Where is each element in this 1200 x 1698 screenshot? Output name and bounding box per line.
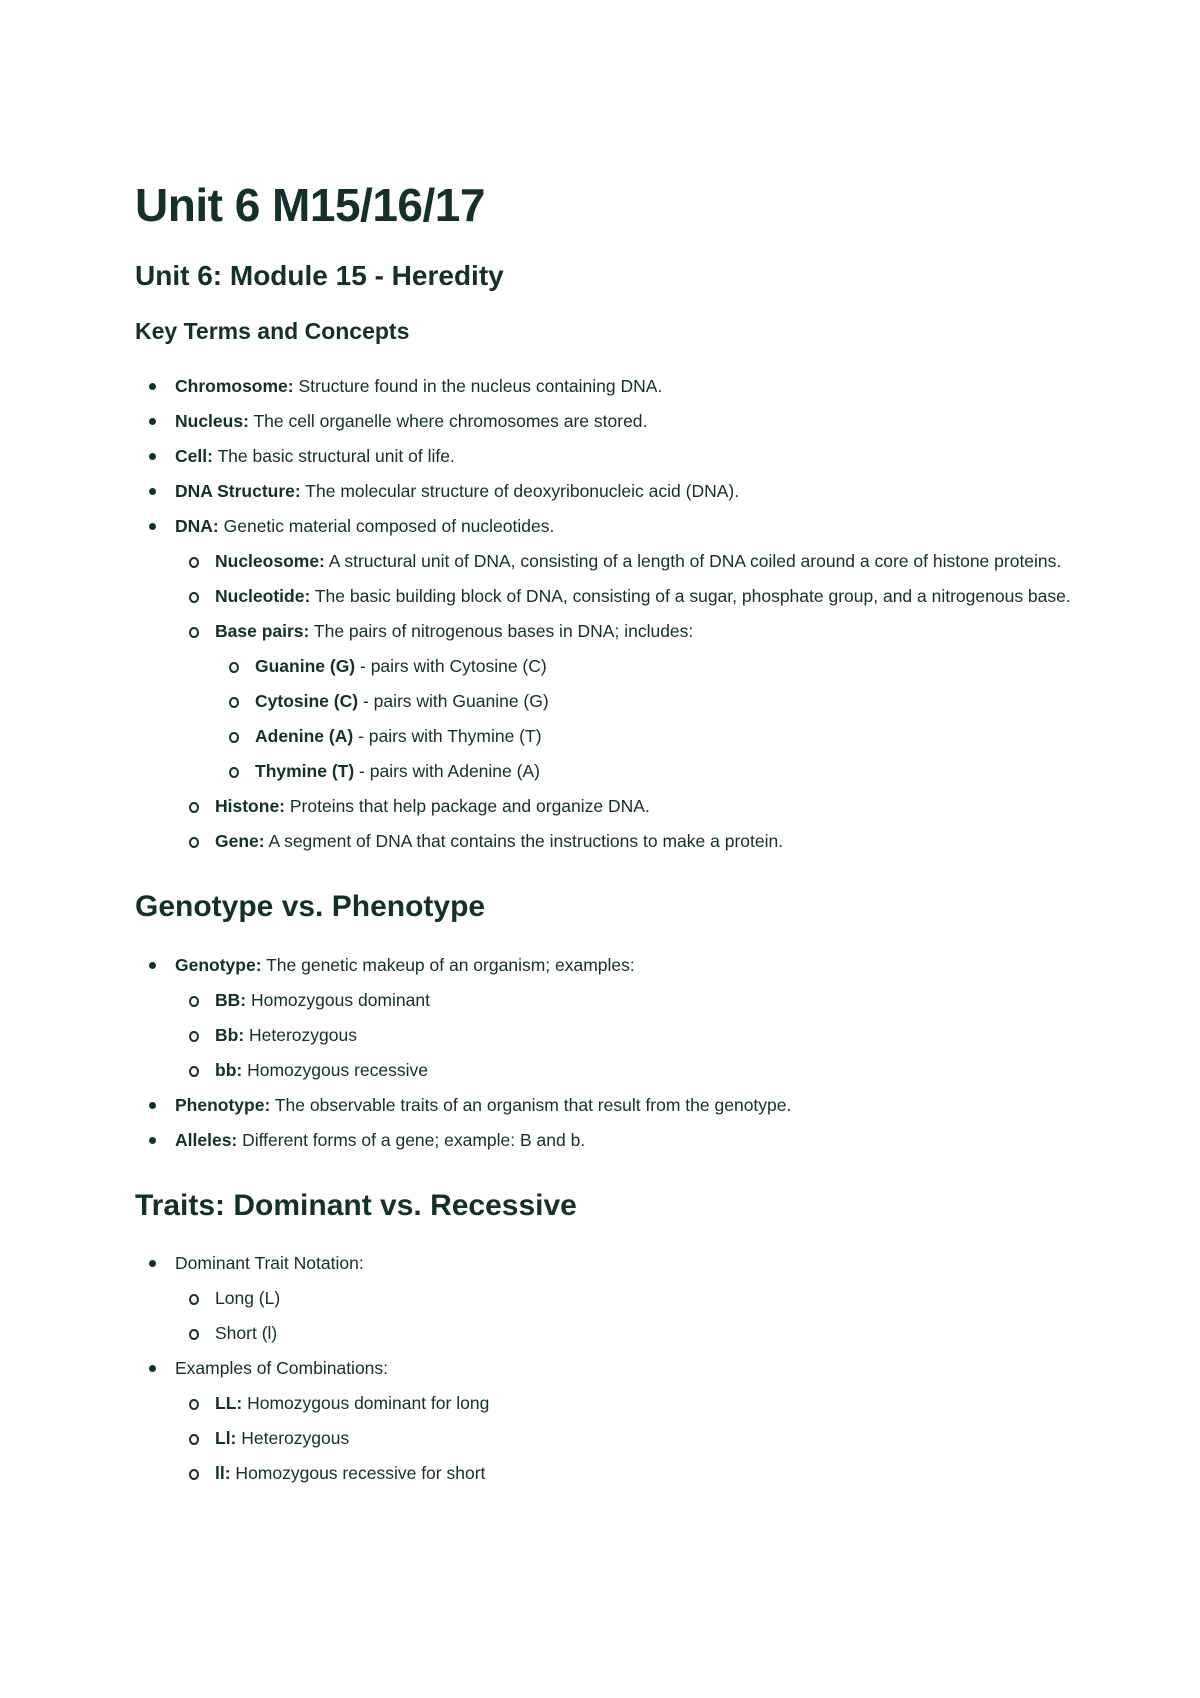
section-heading: Traits: Dominant vs. Recessive	[135, 1188, 577, 1222]
bullet-icon	[149, 409, 175, 425]
bullet-icon	[149, 479, 175, 495]
list-item: Dominant Trait Notation:	[135, 1251, 1095, 1276]
circle-bullet-icon	[229, 759, 255, 778]
list-item: Examples of Combinations:	[135, 1356, 1095, 1381]
bullet-icon	[149, 953, 175, 969]
list-item: ll: Homozygous recessive for short	[135, 1461, 1095, 1486]
list-item: LL: Homozygous dominant for long	[135, 1391, 1095, 1416]
list-item: DNA Structure: The molecular structure of deoxyribonucleic acid (DNA).	[135, 479, 1095, 504]
bullet-icon	[149, 374, 175, 390]
page-title: Unit 6 M15/16/17	[135, 179, 485, 231]
list-item: BB: Homozygous dominant	[135, 988, 1095, 1013]
section-heading: Key Terms and Concepts	[135, 317, 410, 344]
list-item: Cytosine (C) - pairs with Guanine (G)	[135, 689, 1095, 714]
list-item: Base pairs: The pairs of nitrogenous bases in DNA; includes:	[135, 619, 1095, 644]
section-traits	[135, 1189, 1095, 1487]
circle-bullet-icon	[189, 549, 215, 568]
list-item: Nucleus: The cell organelle where chromosomes are stored.	[135, 409, 1095, 434]
section-heading: Genotype vs. Phenotype	[135, 890, 486, 924]
circle-bullet-icon	[189, 1391, 215, 1410]
circle-bullet-icon	[189, 1426, 215, 1445]
module-heading: Unit 6: Module 15 - Heredity	[135, 259, 504, 291]
list-item: Phenotype: The observable traits of an organism that result from the genotype.	[135, 1093, 1095, 1118]
circle-bullet-icon	[189, 1461, 215, 1480]
list-item: Nucleotide: The basic building block of DNA, consisting of a sugar, phosphate group, and a nitrogenous base.	[135, 584, 1095, 609]
traits-list	[135, 1251, 1095, 1486]
list-item: Thymine (T) - pairs with Adenine (A)	[135, 759, 1095, 784]
list-item: Gene: A segment of DNA that contains the instructions to make a protein.	[135, 829, 1095, 854]
list-item: Bb: Heterozygous	[135, 1023, 1095, 1048]
circle-bullet-icon	[229, 724, 255, 743]
bullet-icon	[149, 1251, 175, 1267]
circle-bullet-icon	[189, 584, 215, 603]
list-item: Chromosome: Structure found in the nucleus containing DNA.	[135, 374, 1095, 399]
circle-bullet-icon	[189, 1286, 215, 1305]
list-item: Nucleosome: A structural unit of DNA, consisting of a length of DNA coiled around a core of histone proteins.	[135, 549, 1095, 574]
circle-bullet-icon	[189, 988, 215, 1007]
list-item: Guanine (G) - pairs with Cytosine (C)	[135, 654, 1095, 679]
list-item: Long (L)	[135, 1286, 1095, 1311]
circle-bullet-icon	[229, 654, 255, 673]
section-genotype-phenotype	[135, 890, 1095, 1153]
list-item: bb: Homozygous recessive	[135, 1058, 1095, 1083]
circle-bullet-icon	[189, 1058, 215, 1077]
list-item: Short (l)	[135, 1321, 1095, 1346]
circle-bullet-icon	[189, 1023, 215, 1042]
circle-bullet-icon	[189, 619, 215, 638]
circle-bullet-icon	[189, 829, 215, 848]
list-item: Alleles: Different forms of a gene; example: B and b.	[135, 1128, 1095, 1153]
bullet-icon	[149, 1093, 175, 1109]
list-item: Adenine (A) - pairs with Thymine (T)	[135, 724, 1095, 749]
circle-bullet-icon	[189, 1321, 215, 1340]
list-item: Ll: Heterozygous	[135, 1426, 1095, 1451]
bullet-icon	[149, 1356, 175, 1372]
list-item: DNA: Genetic material composed of nucleotides.	[135, 514, 1095, 539]
circle-bullet-icon	[229, 689, 255, 708]
key-terms-list	[135, 374, 1095, 854]
bullet-icon	[149, 514, 175, 530]
bullet-icon	[149, 444, 175, 460]
circle-bullet-icon	[189, 794, 215, 813]
section-key-terms	[135, 318, 1095, 854]
list-item: Histone: Proteins that help package and organize DNA.	[135, 794, 1095, 819]
genotype-list	[135, 953, 1095, 1153]
list-item: Cell: The basic structural unit of life.	[135, 444, 1095, 469]
bullet-icon	[149, 1128, 175, 1144]
list-item: Genotype: The genetic makeup of an organism; examples:	[135, 953, 1095, 978]
